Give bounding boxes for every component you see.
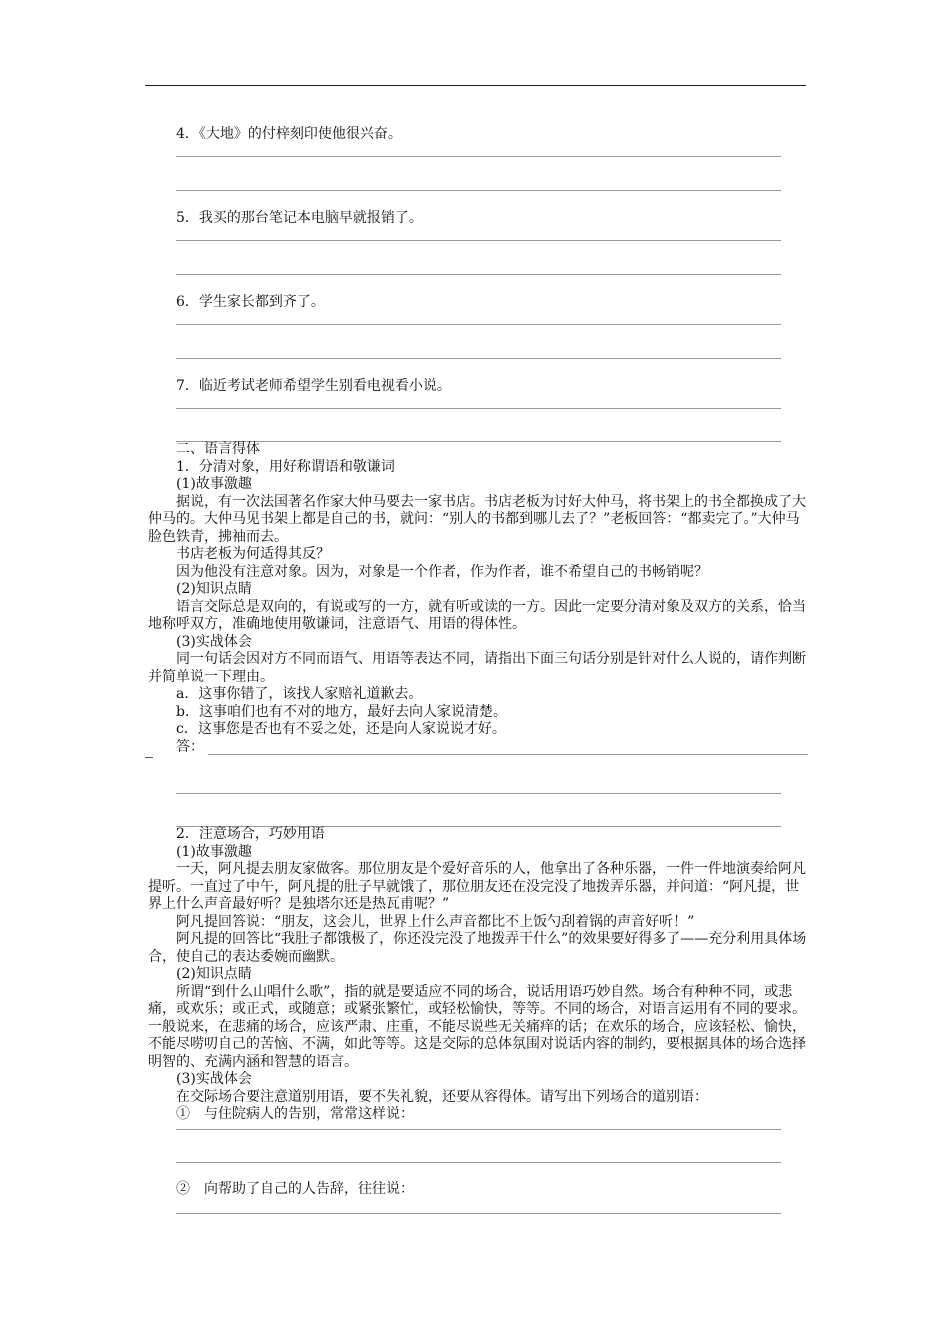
answer-line[interactable]: [208, 754, 808, 755]
answer-line[interactable]: [176, 274, 781, 275]
farewell-item-1: ① 与住院病人的告别，常常这样说：: [176, 1106, 414, 1122]
story-text: 一天，阿凡提去朋友家做客。那位朋友是个爱好音乐的人，他拿出了各种乐器，一件一件地演奏给阿凡提听。一直过了中午，阿凡提的肚子早就饿了，那位朋友还在没完没了地拨弄乐器，并问道：“阿凡提，世界上什么声音最好听？是独塔尔还是热瓦甫呢？”: [148, 861, 806, 912]
section-occasion: [148, 826, 808, 1124]
question-5: 5．我买的那台笔记本电脑早就报销了。: [176, 210, 423, 226]
story-question: 书店老板为何适得其反？: [176, 546, 330, 562]
answer-line[interactable]: [176, 358, 781, 359]
knowledge-label: (2)知识点睛: [176, 966, 252, 982]
answer-line[interactable]: [176, 324, 781, 325]
answer-line[interactable]: [176, 190, 781, 191]
story-reply: 阿凡提回答说：“朋友，这会儿，世界上什么声音都比不上饭勺刮着锅的声音好听！”: [176, 913, 695, 930]
practice-label: (3)实战体会: [176, 633, 252, 650]
story-answer: 因为他没有注意对象。因为，对象是一个作者，作为作者，谁不希望自己的书畅销呢？: [176, 563, 708, 580]
practice-text: 同一句话会因对方不同而语气、用语等表达不同，请指出下面三句话分别是针对什么人说的，请作判断并简单说一下理由。: [148, 651, 806, 685]
practice-label: (3)实战体会: [176, 1071, 252, 1087]
answer-line[interactable]: [176, 408, 781, 409]
knowledge-label: (2)知识点睛: [176, 581, 252, 597]
section-heading: 二、语言得体: [176, 441, 260, 457]
story-comment: 阿凡提的回答比“我肚子都饿极了，你还没完没了地拨弄干什么”的效果要好得多了——充分利用具体场合，使自己的表达委婉而幽默。: [148, 931, 807, 965]
answer-line[interactable]: [176, 1162, 781, 1163]
answer-line[interactable]: [176, 240, 781, 241]
story-label: (1)故事激趣: [176, 843, 252, 860]
answer-line[interactable]: [176, 156, 781, 157]
question-6: 6．学生家长都到齐了。: [176, 294, 325, 310]
question-7: 7．临近考试老师希望学生别看电视看小说。: [176, 378, 451, 394]
subsection-title: 1．分清对象，用好称谓语和敬谦词: [176, 458, 395, 475]
answer-row: [148, 739, 808, 757]
knowledge-text: 语言交际总是双向的，有说或写的一方，就有听或读的一方。因此一定要分清对象及双方的关系，恰当地称呼双方，准确地使用敬谦词，注意语气、用语的得体性。: [148, 598, 806, 632]
option-c: c．这事您是否也有不妥之处，还是向人家说说才好。: [176, 721, 506, 737]
answer-label: 答：: [176, 738, 204, 755]
stray-dash: [145, 757, 153, 758]
story-text: 据说，有一次法国著名作家大仲马要去一家书店。书店老板为讨好大仲马，将书架上的书全都换成了大仲马的。大仲马见书架上都是自己的书，就问：“别人的书都到哪儿去了？”老板回答：“都卖完了。”大仲马脸色铁青，拂袖而去。: [148, 493, 806, 545]
option-b: b．这事咱们也有不对的地方，最好去向人家说清楚。: [176, 703, 507, 720]
option-a: a．这事你错了，该找人家赔礼道歉去。: [176, 686, 423, 702]
answer-line[interactable]: [176, 1129, 781, 1130]
knowledge-text: 所谓“到什么山唱什么歌”，指的就是要适应不同的场合，说话用语巧妙自然。场合有种种不同，或悲痛，或欢乐；或正式，或随意；或紧张繁忙，或轻松愉快，等等。不同的场合，对语言运用有不同的要求。一般说来，在悲痛的场合，应该严肃、庄重，不能尽说些无关痛痒的话；在欢乐的场合，应该轻松、愉快，不能尽唠叨自己的苦恼、不满，如此等等。这是交际的总体氛围对说话内容的制约，要根据具体的场合选择明智的、充满内涵和智慧的语言。: [148, 983, 806, 1070]
story-label: (1)故事激趣: [176, 476, 252, 492]
header-rule: [145, 85, 806, 86]
section-language-appropriateness: [148, 441, 808, 756]
question-4: 4．《大地》的付梓刻印使他很兴奋。: [176, 126, 402, 142]
farewell-item-2: ② 向帮助了自己的人告辞，往往说：: [176, 1181, 414, 1197]
answer-line[interactable]: [176, 1213, 781, 1214]
practice-text: 在交际场合要注意道别用语，要不失礼貌，还要从容得体。请写出下列场合的道别语：: [176, 1088, 708, 1105]
subsection-title: 2．注意场合，巧妙用语: [176, 826, 325, 842]
answer-line[interactable]: [176, 793, 781, 794]
